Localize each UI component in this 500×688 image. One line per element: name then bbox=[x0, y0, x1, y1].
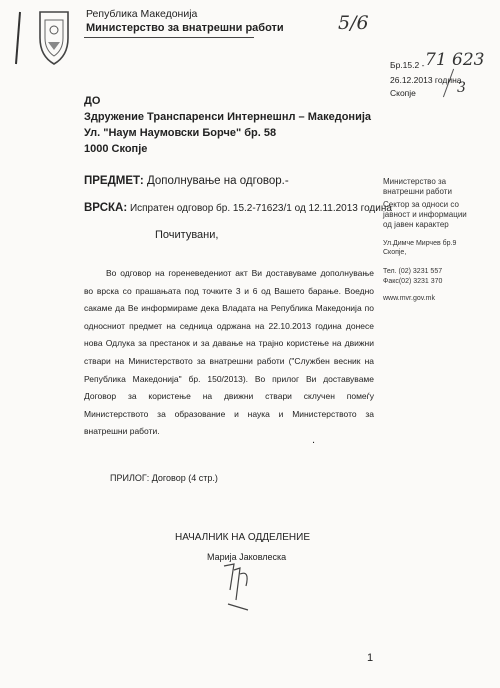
body-paragraph bbox=[84, 265, 374, 441]
sidebar-tel: Тел. (02) 3231 557 bbox=[383, 268, 443, 275]
page-number: 1 bbox=[367, 652, 374, 664]
letterhead-country: Република Македонија bbox=[86, 8, 198, 20]
sidebar-ministry-2: внатрешни работи bbox=[383, 187, 452, 196]
handwritten-note: 5/6 bbox=[338, 12, 369, 34]
sidebar-sector-3: од јавен карактер bbox=[383, 220, 449, 229]
coat-of-arms-icon bbox=[12, 8, 76, 66]
subject-text: Дополнување на одговор.- bbox=[146, 175, 289, 187]
attachment-note: ПРИЛОГ: Договор (4 стр.) bbox=[110, 473, 218, 483]
sidebar-sector-1: Сектор за односи со bbox=[383, 200, 459, 209]
reference-city: Скопје bbox=[390, 88, 416, 98]
recipient-org: Здружение Транспаренси Интернешнл – Македонија bbox=[84, 111, 372, 123]
body-text: Во одговор на гореневедениот акт Ви доставуваме дополнување во врска со прашањата под точките 3 и 6 од Вашето барање. Воедно сакаме да Ве информираме дека Владата на Република Македонија по односниот предмет на седница одржана на 22.10.2013 година донесе нова Одлука за престанок и за давање на трајно користење на движни ствари на Министерството за внатрешни работи ("Службен весник на Република Македонија" бр. 150/2013). Во прилог Ви доставуваме Договор за користење на движни ствари склучен помеѓу Министерството за образование и наука и Министерството за внатрешни работи. bbox=[84, 268, 374, 437]
greeting: Почитувани, bbox=[155, 229, 219, 241]
handwritten-signature bbox=[220, 560, 260, 615]
regarding-label: ВРСКА: bbox=[84, 202, 128, 214]
letterhead-ministry: Министерство за внатрешни работи bbox=[86, 22, 284, 34]
sidebar-address-2: Скопје, bbox=[383, 249, 407, 256]
subject-label: ПРЕДМЕТ: bbox=[84, 175, 144, 187]
sidebar-sector-2: јавност и информации bbox=[383, 210, 467, 219]
reference-number-handwritten: 71 623 bbox=[425, 50, 485, 70]
sidebar-fax: Факс(02) 3231 370 bbox=[383, 278, 443, 285]
recipient-to: ДО bbox=[84, 95, 101, 107]
recipient-city: 1000 Скопје bbox=[84, 143, 148, 155]
regarding-text: Испратен одговор бр. 15.2-71623/1 од 12.11.2013 година bbox=[129, 203, 392, 214]
reference-date: 26.12.2013 година bbox=[390, 75, 462, 85]
letterhead-divider bbox=[84, 37, 254, 38]
reference-fraction-handwritten: 3 bbox=[457, 80, 466, 96]
reference-number-prefix: Бр.15.2 - bbox=[390, 60, 425, 70]
sidebar-address-1: Ул.Димче Мирчев бр.9 bbox=[383, 240, 457, 247]
subject-line bbox=[84, 175, 289, 187]
signature-name: Марија Јаковлеска bbox=[207, 552, 287, 562]
sidebar-website: www.mvr.gov.mk bbox=[383, 295, 435, 302]
recipient-street: Ул. "Наум Наумовски Борче" бр. 58 bbox=[84, 127, 277, 139]
signature-title: НАЧАЛНИК НА ОДДЕЛЕНИЕ bbox=[175, 532, 310, 543]
stray-mark: . bbox=[312, 434, 316, 446]
sidebar-ministry-1: Министерство за bbox=[383, 177, 447, 186]
regarding-line bbox=[84, 202, 392, 214]
